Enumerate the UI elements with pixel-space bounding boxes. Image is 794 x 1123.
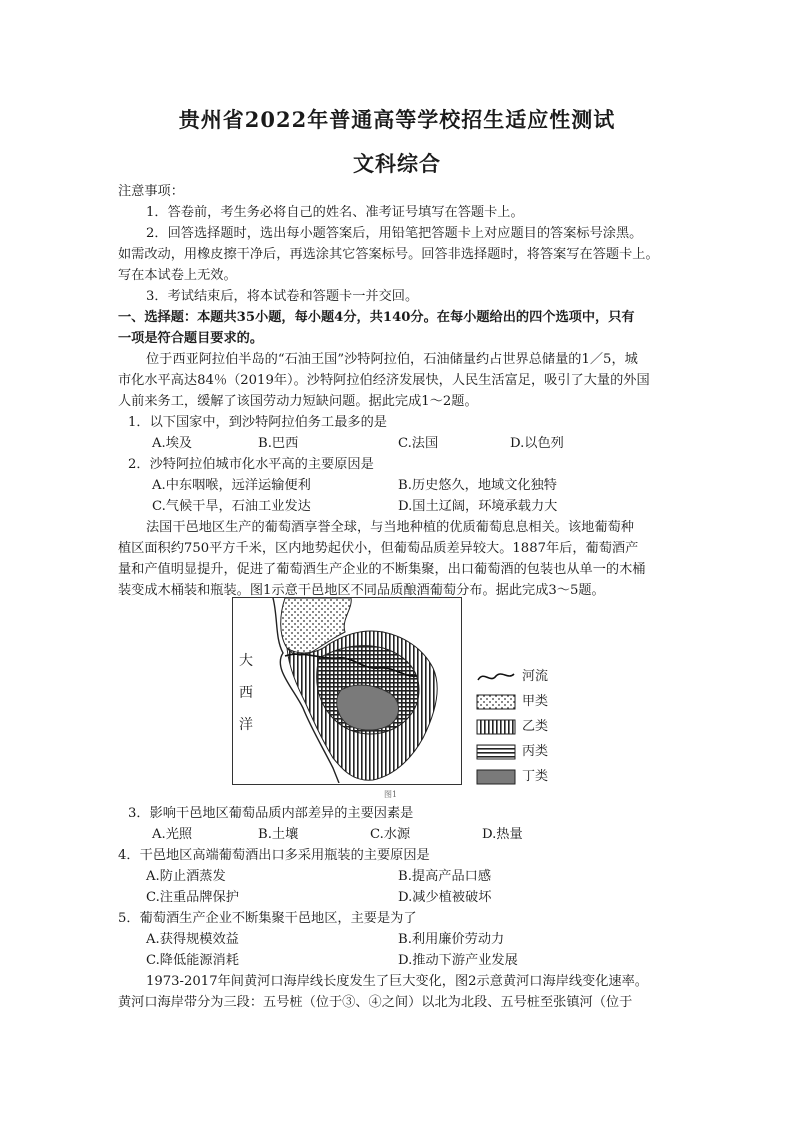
- question-3-option-a[interactable]: A.光照: [152, 827, 193, 842]
- map-drawing: [233, 598, 460, 783]
- question-3-option-c[interactable]: C.水源: [370, 827, 411, 842]
- map-legend: [476, 668, 586, 788]
- question-2-option-d[interactable]: D.国土辽阔，环境承载力大: [398, 499, 558, 514]
- question-2-option-a[interactable]: A.中东咽喉，远洋运输便利: [152, 478, 311, 493]
- question-4-option-b[interactable]: B.提高产品口感: [398, 869, 492, 884]
- question-1-option-c[interactable]: C.法国: [398, 436, 439, 451]
- figure-1-caption: 图1: [384, 790, 398, 799]
- notice-item-3: 3．考试结束后，将本试卷和答题卡一并交回。: [146, 289, 419, 304]
- legend-river: [476, 668, 586, 686]
- question-4-option-d[interactable]: D.减少植被破坏: [398, 890, 492, 905]
- bing-swatch-icon: [476, 744, 516, 760]
- legend-ding: [476, 768, 586, 786]
- yi-swatch-icon: [476, 719, 516, 735]
- notice-item-2-line-1: 2．回答选择题时，选出每小题答案后，用铅笔把答题卡上对应题目的答案标号涂黑。: [146, 226, 643, 241]
- legend-bing-label: 丙类: [522, 744, 549, 759]
- figure-1-map: [232, 597, 462, 785]
- passage1-line-3: 人前来务工，缓解了该国劳动力短缺问题。据此完成1～2题。: [118, 394, 478, 409]
- notice-item-2-line-3: 写在本试卷上无效。: [118, 268, 237, 283]
- river-icon: [476, 668, 516, 686]
- question-3-stem: 3．影响干邑地区葡萄品质内部差异的主要因素是: [128, 806, 414, 821]
- notice-heading: 注意事项：: [118, 184, 184, 199]
- question-2-option-c[interactable]: C.气候干旱，石油工业发达: [152, 499, 311, 514]
- passage3-line-1: 1973-2017年间黄河口海岸线长度发生了巨大变化，图2示意黄河口海岸线变化速率。: [146, 974, 648, 989]
- question-5-option-c[interactable]: C.降低能源消耗: [146, 953, 239, 968]
- exam-title: 贵州省2022年普通高等学校招生适应性测试: [178, 107, 616, 132]
- question-4-option-a[interactable]: A.防止酒蒸发: [146, 869, 226, 884]
- question-4-stem: 4．干邑地区高端葡萄酒出口多采用瓶装的主要原因是: [118, 848, 430, 863]
- passage3-line-2: 黄河口海岸带分为三段：五号桩（位于③、④之间）以北为北段、五号桩至张镇河（位于: [118, 995, 633, 1010]
- passage2-line-3: 量和产值明显提升，促进了葡萄酒生产企业的不断集聚，出口葡萄酒的包装也从单一的木桶: [118, 562, 646, 577]
- ding-swatch-icon: [476, 769, 516, 785]
- ocean-label-char-2: 西: [239, 685, 253, 701]
- question-4-option-c[interactable]: C.注重品牌保护: [146, 890, 239, 905]
- question-1-option-d[interactable]: D.以色列: [510, 436, 564, 451]
- question-3-option-d[interactable]: D.热量: [482, 827, 523, 842]
- question-5-option-b[interactable]: B.利用廉价劳动力: [398, 932, 505, 947]
- question-5-option-a[interactable]: A.获得规模效益: [146, 932, 239, 947]
- notice-item-1: 1．答卷前，考生务必将自己的姓名、准考证号填写在答题卡上。: [146, 205, 524, 220]
- question-1-option-b[interactable]: B.巴西: [258, 436, 299, 451]
- notice-item-2-line-2: 如需改动，用橡皮擦干净后，再选涂其它答案标号。回答非选择题时，将答案写在答题卡上。: [118, 247, 659, 262]
- legend-ding-label: 丁类: [522, 769, 549, 784]
- passage2-line-2: 植区面积约750平方千米，区内地势起伏小，但葡萄品质差异较大。1887年后，葡萄酒产: [118, 541, 639, 556]
- legend-jia: [476, 693, 586, 711]
- section-heading-line-2: 一项是符合题目要求的。: [118, 331, 264, 346]
- question-5-stem: 5．葡萄酒生产企业不断集聚干邑地区，主要是为了: [118, 911, 417, 926]
- legend-jia-label: 甲类: [522, 694, 549, 709]
- passage2-line-4: 装变成木桶装和瓶装。图1示意干邑地区不同品质酿酒葡萄分布。据此完成3～5题。: [118, 583, 605, 598]
- question-2-option-b[interactable]: B.历史悠久，地域文化独特: [398, 478, 557, 493]
- ocean-label-char-3: 洋: [239, 717, 253, 733]
- passage1-line-2: 市化水平高达84％（2019年）。沙特阿拉伯经济发展快，人民生活富足，吸引了大量的外国: [118, 373, 650, 388]
- legend-bing: [476, 743, 586, 761]
- legend-river-label: 河流: [522, 669, 549, 684]
- question-2-stem: 2．沙特阿拉伯城市化水平高的主要原因是: [128, 457, 374, 472]
- legend-yi-label: 乙类: [522, 719, 549, 734]
- passage1-line-1: 位于西亚阿拉伯半岛的“石油王国”沙特阿拉伯，石油储量约占世界总储量的1／5，城: [146, 352, 638, 367]
- ocean-label-char-1: 大: [239, 653, 253, 669]
- jia-swatch-icon: [476, 694, 516, 710]
- question-1-stem: 1．以下国家中，到沙特阿拉伯务工最多的是: [128, 415, 387, 430]
- question-5-option-d[interactable]: D.推动下游产业发展: [398, 953, 518, 968]
- legend-yi: [476, 718, 586, 736]
- exam-subtitle: 文科综合: [353, 151, 441, 176]
- question-3-option-b[interactable]: B.土壤: [258, 827, 299, 842]
- passage2-line-1: 法国干邑地区生产的葡萄酒享誉全球，与当地种植的优质葡萄息息相关。该地葡萄种: [146, 520, 634, 535]
- question-1-option-a[interactable]: A.埃及: [152, 436, 193, 451]
- section-heading-line-1: 一、选择题：本题共35小题，每小题4分，共140分。在每小题给出的四个选项中，只有: [118, 310, 635, 325]
